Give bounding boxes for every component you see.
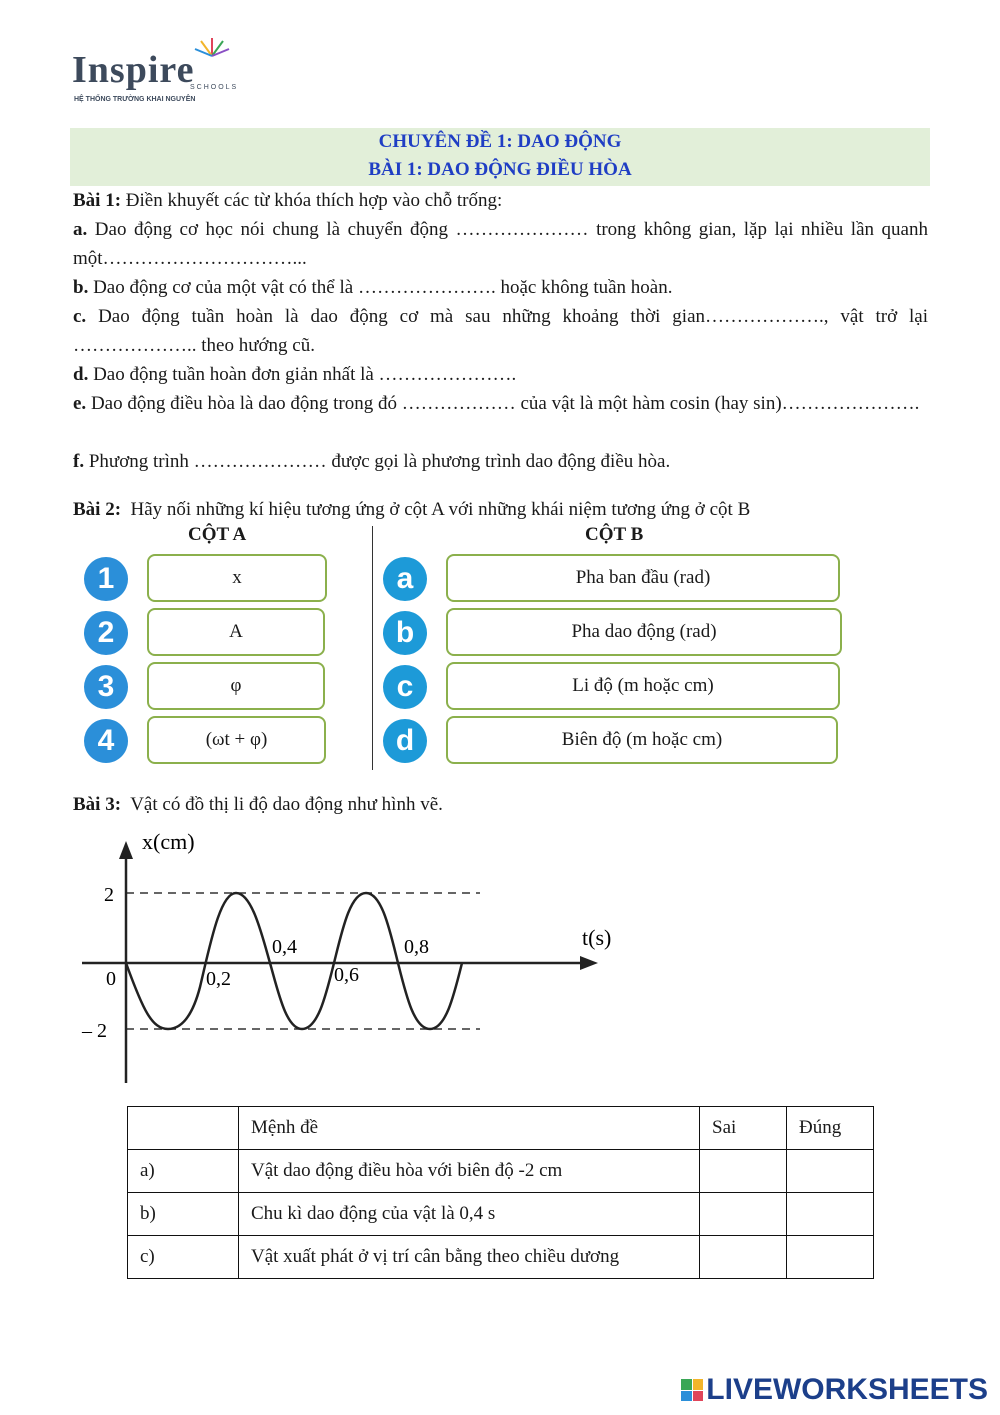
liveworksheets-icon <box>681 1379 703 1401</box>
num-badge-4: 4 <box>84 719 128 763</box>
table-row <box>128 1193 874 1236</box>
col-a-item-3[interactable]: φ <box>147 662 325 710</box>
col-b-title: CỘT B <box>585 524 644 545</box>
footer-brand-text: LIVEWORKSHEETS <box>706 1373 988 1406</box>
oscillation-graph <box>70 825 630 1090</box>
header-cell-true: Đúng <box>787 1107 874 1150</box>
col-a-title: CỘT A <box>188 524 247 545</box>
num-badge-3: 3 <box>84 665 128 709</box>
tick-t-0.6: 0,6 <box>334 964 359 986</box>
bai1-item-e: e. Dao động điều hòa là dao động trong đó ……………… của vật là một hàm cosin (hay sin)…………………. <box>73 393 920 414</box>
col-b-item-b[interactable]: Pha dao động (rad) <box>446 608 842 656</box>
statement-table <box>127 1106 874 1279</box>
row-statement: Vật dao động điều hòa với biên độ -2 cm <box>239 1150 700 1193</box>
bai1-item-a: a. Dao động cơ học nói chung là chuyển động ………………… trong không gian, lặp lại nhiều lần quanh một…………………………... <box>73 219 928 269</box>
letter-badge-c: c <box>383 665 427 709</box>
false-answer-cell[interactable] <box>700 1150 787 1193</box>
topic-title: CHUYÊN ĐỀ 1: DAO ĐỘNG <box>378 131 622 152</box>
bai1-item-f: f. Phương trình ………………… được gọi là phương trình dao động điều hòa. <box>73 451 671 472</box>
col-b-item-c[interactable]: Li độ (m hoặc cm) <box>446 662 840 710</box>
bai3-prompt: Bài 3: Vật có đồ thị li độ dao động như hình vẽ. <box>73 794 443 815</box>
row-id: b) <box>128 1193 239 1236</box>
displacement-curve <box>126 893 462 1029</box>
num-badge-2: 2 <box>84 611 128 655</box>
bai1-item-c: c. Dao động tuần hoàn là dao động cơ mà sau những khoảng thời gian………………., vật trở lại ……………….. theo hướng cũ. <box>73 306 929 356</box>
logo-tagline: HỆ THỐNG TRƯỜNG KHAI NGUYÊN <box>74 96 196 103</box>
tick-origin: 0 <box>106 968 116 990</box>
col-b-item-a[interactable]: Pha ban đầu (rad) <box>446 554 840 602</box>
true-answer-cell[interactable] <box>787 1193 874 1236</box>
logo-schools: SCHOOLS <box>190 84 239 91</box>
header-cell-false: Sai <box>700 1107 787 1150</box>
y-axis-arrow <box>119 841 133 859</box>
col-a-item-2[interactable]: A <box>147 608 325 656</box>
column-divider <box>372 526 373 770</box>
liveworksheets-logo <box>681 1373 988 1407</box>
bai1-prompt: Bài 1: Điền khuyết các từ khóa thích hợp vào chỗ trống: <box>73 190 503 211</box>
col-a-item-1[interactable]: x <box>147 554 327 602</box>
letter-badge-d: d <box>383 719 427 763</box>
x-axis-label: t(s) <box>582 925 612 950</box>
tick-y-neg2: – 2 <box>82 1020 107 1042</box>
bai1-item-d: d. Dao động tuần hoàn đơn giản nhất là …………………. <box>73 364 517 385</box>
x-axis-arrow <box>580 956 598 970</box>
header-cell-id <box>128 1107 239 1150</box>
sunburst-icon <box>192 36 232 58</box>
num-badge-1: 1 <box>84 557 128 601</box>
false-answer-cell[interactable] <box>700 1236 787 1279</box>
col-b-item-d[interactable]: Biên độ (m hoặc cm) <box>446 716 838 764</box>
row-statement: Chu kì dao động của vật là 0,4 s <box>239 1193 700 1236</box>
table-header-row <box>128 1107 874 1150</box>
school-logo <box>72 36 239 108</box>
true-answer-cell[interactable] <box>787 1236 874 1279</box>
false-answer-cell[interactable] <box>700 1193 787 1236</box>
y-axis-label: x(cm) <box>142 829 195 854</box>
header-cell-statement: Mệnh đề <box>239 1107 700 1150</box>
tick-y-2: 2 <box>104 884 114 906</box>
letter-badge-b: b <box>383 611 427 655</box>
table-row <box>128 1236 874 1279</box>
row-statement: Vật xuất phát ở vị trí cân bằng theo chiều dương <box>239 1236 700 1279</box>
letter-badge-a: a <box>383 557 427 601</box>
lesson-title: BÀI 1: DAO ĐỘNG ĐIỀU HÒA <box>368 159 632 180</box>
title-band <box>70 128 930 186</box>
col-a-item-4[interactable]: (ωt + φ) <box>147 716 326 764</box>
bai2-prompt: Bài 2: Hãy nối những kí hiệu tương ứng ở cột A với những khái niệm tương ứng ở cột B <box>73 499 751 520</box>
row-id: c) <box>128 1236 239 1279</box>
table-row <box>128 1150 874 1193</box>
tick-t-0.4: 0,4 <box>272 936 297 958</box>
tick-t-0.8: 0,8 <box>404 936 429 958</box>
bai1-item-b: b. Dao động cơ của một vật có thể là …………………. hoặc không tuần hoàn. <box>73 277 673 298</box>
row-id: a) <box>128 1150 239 1193</box>
logo-wordmark: Inspire <box>72 49 195 91</box>
tick-t-0.2: 0,2 <box>206 968 231 990</box>
true-answer-cell[interactable] <box>787 1150 874 1193</box>
